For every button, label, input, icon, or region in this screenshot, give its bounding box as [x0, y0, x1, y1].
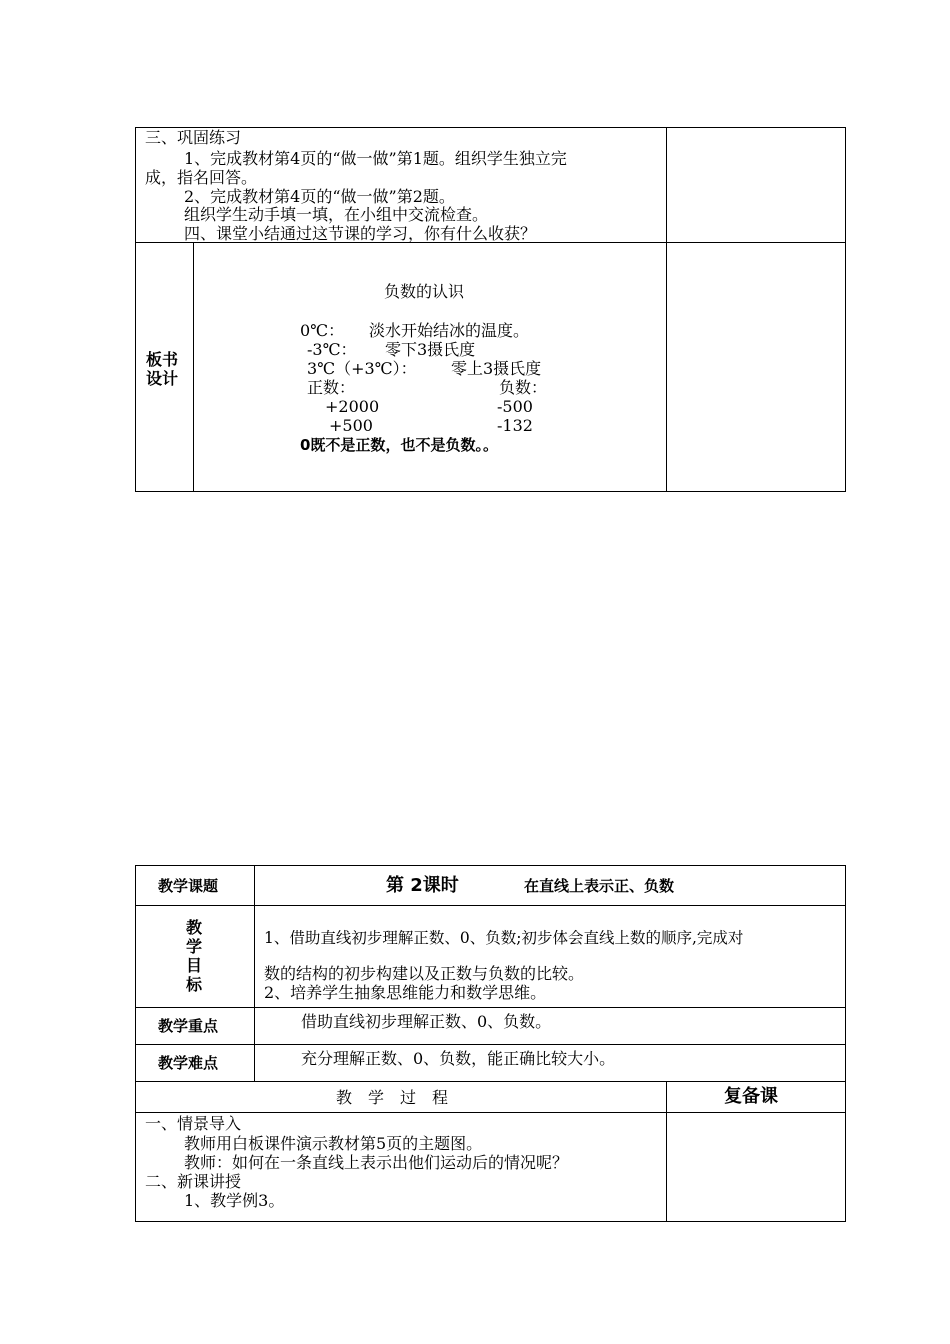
board-label-line2: 设计: [146, 369, 179, 388]
review-header: 复备课: [724, 1086, 778, 1107]
intro-heading: 一、情景导入: [145, 1114, 242, 1133]
row-divider: [135, 1007, 846, 1008]
topic-label: 教学课题: [158, 877, 219, 895]
practice-heading: 三、巩固练习: [145, 128, 242, 147]
goals-label-char: 学: [186, 937, 203, 956]
goals-label-char: 目: [186, 956, 203, 975]
lesson-number: 第 2课时: [386, 875, 459, 896]
practice-item1-line1: 1、完成教材第4页的“做一做”第1题。组织学生独立完: [184, 149, 567, 168]
difficulty-label: 教学难点: [158, 1054, 219, 1072]
practice-item2-detail: 组织学生动手填一填，在小组中交流检查。: [184, 205, 489, 224]
zero-desc: 淡水开始结冰的温度。: [369, 321, 530, 340]
label-col-divider: [254, 865, 255, 1082]
positive-desc: 零上3摄氏度: [451, 359, 542, 378]
intro-line2: 教师：如何在一条直线上表示出他们运动后的情况呢？: [184, 1153, 569, 1172]
goals-label-char: 标: [186, 975, 203, 994]
row-divider: [135, 1044, 846, 1045]
negative-value: -500: [497, 397, 533, 416]
positive-value: +500: [329, 416, 373, 435]
goals-label-char: 教: [186, 918, 203, 937]
key-point-label: 教学重点: [158, 1017, 219, 1035]
negative-desc: 零下3摄氏度: [385, 340, 476, 359]
lesson-summary: 四、课堂小结通过这节课的学习，你有什么收获？: [184, 224, 537, 243]
process-header: 教 学 过 程: [336, 1088, 449, 1107]
lesson-title: 在直线上表示正、负数: [524, 877, 675, 895]
table1-col-divider: [666, 127, 667, 492]
practice-item2: 2、完成教材第4页的“做一做”第2题。: [184, 187, 455, 206]
new-lesson-item1: 1、教学例3。: [184, 1191, 285, 1210]
goal1-line2: 数的结构的初步构建以及正数与负数的比较。: [264, 964, 585, 983]
row-divider: [135, 1112, 846, 1113]
goal1-line1: 1、借助直线初步理解正数、0、负数;初步体会直线上数的顺序,完成对: [264, 929, 744, 947]
row-divider: [135, 905, 846, 906]
board-conclusion: 0既不是正数，也不是负数。。: [300, 436, 498, 454]
positive-value: +2000: [325, 397, 380, 416]
positive-temp: 3℃（+3℃）：: [307, 359, 417, 378]
zero-temp: 0℃：: [300, 321, 345, 340]
negative-value: -132: [497, 416, 533, 435]
board-label-divider: [193, 242, 194, 492]
board-title: 负数的认识: [384, 282, 465, 301]
goal2: 2、培养学生抽象思维能力和数学思维。: [264, 983, 547, 1002]
review-col-divider: [666, 1081, 667, 1222]
new-lesson-heading: 二、新课讲授: [145, 1172, 242, 1191]
key-point-text: 借助直线初步理解正数、0、负数。: [301, 1012, 552, 1031]
practice-item1-line2: 成，指名回答。: [145, 168, 258, 187]
intro-line1: 教师用白板课件演示教材第5页的主题图。: [184, 1134, 483, 1153]
difficulty-text: 充分理解正数、0、负数，能正确比较大小。: [301, 1049, 616, 1068]
board-label-line1: 板书: [146, 350, 179, 369]
negative-temp: -3℃：: [307, 340, 357, 359]
row-divider: [135, 1081, 846, 1082]
positive-heading: 正数：: [307, 378, 356, 397]
negative-heading: 负数：: [499, 378, 548, 397]
